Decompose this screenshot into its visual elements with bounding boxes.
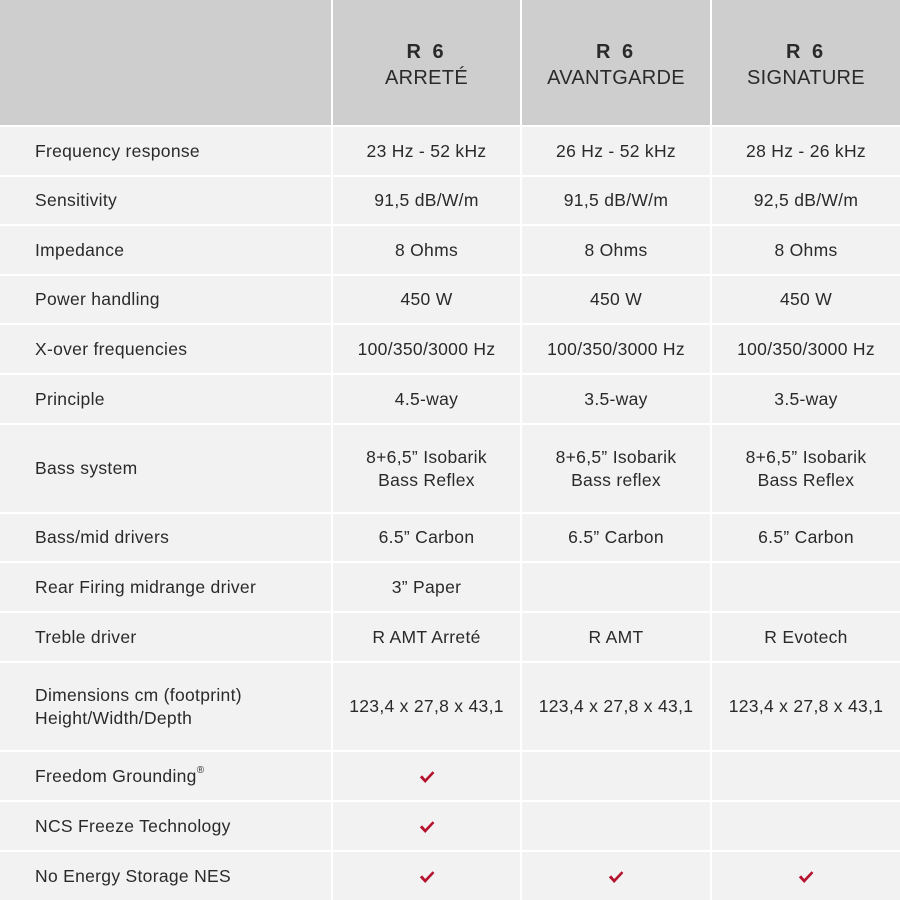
model-name: R 6 [785, 40, 827, 63]
row-label: Sensitivity [0, 176, 332, 225]
cell-value: 450 W [521, 275, 711, 324]
row-label: Treble driver [0, 612, 332, 662]
registered-mark: ® [196, 764, 205, 776]
cell-value: 450 W [332, 275, 521, 324]
cell-value: 123,4 x 27,8 x 43,1 [332, 662, 521, 751]
row-bass-mid-drivers [0, 513, 900, 562]
row-label [0, 751, 332, 801]
cell-value [711, 562, 900, 612]
cell-value: 26 Hz - 52 kHz [521, 126, 711, 176]
label-line: Dimensions cm (footprint) [35, 684, 242, 705]
row-label: Bass system [0, 424, 332, 513]
row-power-handling [0, 275, 900, 324]
model-name: R 6 [595, 40, 637, 63]
label-text: Freedom Grounding [35, 765, 197, 786]
cell-value: 91,5 dB/W/m [332, 176, 521, 225]
value-line: 8+6,5” Isobarik [555, 446, 677, 467]
variant-name: ARRETÉ [385, 66, 468, 89]
check-cell [711, 851, 900, 900]
row-label: No Energy Storage NES [0, 851, 332, 900]
row-label: Power handling [0, 275, 332, 324]
row-label: Principle [0, 374, 332, 424]
header-avantgarde [521, 0, 711, 126]
cell-value: 100/350/3000 Hz [521, 324, 711, 374]
row-impedance [0, 225, 900, 275]
cell-value: 100/350/3000 Hz [711, 324, 900, 374]
check-cell [521, 851, 711, 900]
checkmark-icon [419, 870, 435, 884]
row-label: Frequency response [0, 126, 332, 176]
value-line: 8+6,5” Isobarik [366, 446, 487, 467]
cell-value: 8 Ohms [521, 225, 711, 275]
row-ncs-freeze [0, 801, 900, 851]
label-line: Height/Width/Depth [35, 707, 193, 728]
cell-value [711, 424, 900, 513]
checkmark-icon [419, 820, 435, 834]
cell-value: 23 Hz - 52 kHz [332, 126, 521, 176]
row-treble-driver [0, 612, 900, 662]
check-cell [521, 751, 711, 801]
header-empty-cell [0, 0, 332, 126]
cell-value: 91,5 dB/W/m [521, 176, 711, 225]
row-label [0, 662, 332, 751]
header-arrete [332, 0, 521, 126]
row-label: NCS Freeze Technology [0, 801, 332, 851]
cell-value: 92,5 dB/W/m [711, 176, 900, 225]
cell-value: 3.5-way [711, 374, 900, 424]
row-sensitivity [0, 176, 900, 225]
cell-value: 3” Paper [332, 562, 521, 612]
check-cell [711, 751, 900, 801]
cell-value: 28 Hz - 26 kHz [711, 126, 900, 176]
value-line: 8+6,5” Isobarik [745, 446, 867, 467]
cell-value: R AMT Arreté [332, 612, 521, 662]
cell-value: 6.5” Carbon [711, 513, 900, 562]
row-frequency-response [0, 126, 900, 176]
cell-value: 6.5” Carbon [332, 513, 521, 562]
cell-value: R AMT [521, 612, 711, 662]
cell-value: R Evotech [711, 612, 900, 662]
header-signature [711, 0, 900, 126]
row-principle [0, 374, 900, 424]
value-line: Bass Reflex [757, 469, 855, 490]
cell-value: 123,4 x 27,8 x 43,1 [711, 662, 900, 751]
value-line: Bass reflex [571, 469, 661, 490]
row-bass-system [0, 424, 900, 513]
cell-value [521, 562, 711, 612]
row-xover-frequencies [0, 324, 900, 374]
variant-name: AVANTGARDE [547, 66, 685, 89]
row-label: Impedance [0, 225, 332, 275]
row-label: Bass/mid drivers [0, 513, 332, 562]
row-label: X-over frequencies [0, 324, 332, 374]
checkmark-icon [419, 770, 435, 784]
model-name: R 6 [406, 40, 447, 63]
row-nes [0, 851, 900, 900]
checkmark-icon [798, 870, 814, 884]
cell-value: 6.5” Carbon [521, 513, 711, 562]
value-line: Bass Reflex [378, 469, 475, 490]
header-row [0, 0, 900, 126]
variant-name: SIGNATURE [747, 66, 865, 89]
check-cell [711, 801, 900, 851]
check-cell [521, 801, 711, 851]
checkmark-icon [608, 870, 624, 884]
row-label: Rear Firing midrange driver [0, 562, 332, 612]
check-cell [332, 751, 521, 801]
cell-value: 100/350/3000 Hz [332, 324, 521, 374]
row-rear-firing [0, 562, 900, 612]
row-freedom-grounding [0, 751, 900, 801]
cell-value: 3.5-way [521, 374, 711, 424]
row-dimensions [0, 662, 900, 751]
cell-value: 123,4 x 27,8 x 43,1 [521, 662, 711, 751]
cell-value [521, 424, 711, 513]
check-cell [332, 851, 521, 900]
check-cell [332, 801, 521, 851]
cell-value: 8 Ohms [711, 225, 900, 275]
cell-value: 4.5-way [332, 374, 521, 424]
cell-value: 450 W [711, 275, 900, 324]
cell-value: 8 Ohms [332, 225, 521, 275]
cell-value [332, 424, 521, 513]
